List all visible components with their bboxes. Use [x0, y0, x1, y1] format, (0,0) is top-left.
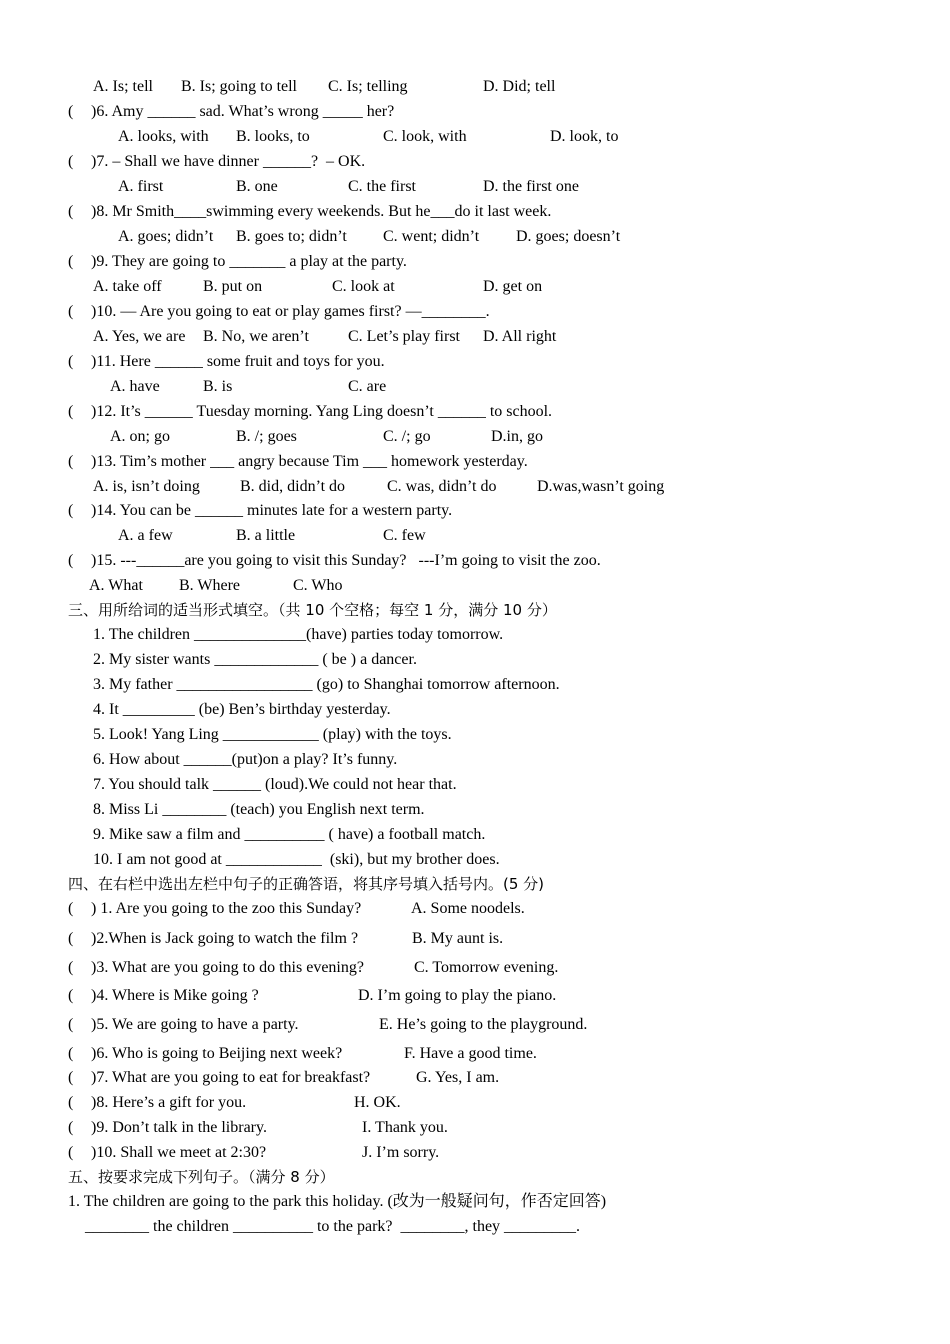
- q8-option-a: A. goes; didn’t: [118, 228, 214, 245]
- q5-option-d: D. Did; tell: [483, 78, 556, 95]
- q9-stem: )9. They are going to _______ a play at the party.: [91, 253, 407, 270]
- section3-item: 6. How about ______(put)on a play? It’s funny.: [93, 751, 398, 768]
- q13-option-c: C. was, didn’t do: [387, 478, 497, 495]
- match-right: H. OK.: [354, 1094, 401, 1111]
- q8-option-d: D. goes; doesn’t: [516, 228, 621, 245]
- q6-option-a: A. looks, with: [118, 128, 209, 145]
- match-paren: (: [68, 900, 74, 917]
- q7-stem: )7. – Shall we have dinner ______? – OK.: [91, 153, 366, 170]
- match-right: F. Have a good time.: [404, 1045, 537, 1062]
- section3-item: 10. I am not good at ____________ (ski), but my brother does.: [93, 851, 500, 868]
- match-paren: (: [68, 1045, 74, 1062]
- match-left: )2.When is Jack going to watch the film ?: [91, 930, 359, 947]
- match-right: E. He’s going to the playground.: [379, 1016, 588, 1033]
- q9-option-a: A. take off: [93, 278, 162, 295]
- q6-option-c: C. look, with: [383, 128, 467, 145]
- q7-paren: (: [68, 153, 74, 170]
- q11-paren: (: [68, 353, 74, 370]
- q8-stem: )8. Mr Smith____swimming every weekends. But he___do it last week.: [91, 203, 552, 220]
- section3-item: 4. It _________ (be) Ben’s birthday yesterday.: [93, 701, 391, 718]
- q14-stem: )14. You can be ______ minutes late for a western party.: [91, 502, 453, 519]
- q15-paren: (: [68, 552, 74, 569]
- q6-stem: )6. Amy ______ sad. What’s wrong _____ her?: [91, 103, 395, 120]
- q15-option-a: A. What: [89, 577, 143, 594]
- q12-option-c: C. /; go: [383, 428, 431, 445]
- match-right: A. Some noodels.: [411, 900, 525, 917]
- q13-option-b: B. did, didn’t do: [240, 478, 346, 495]
- q9-paren: (: [68, 253, 74, 270]
- match-paren: (: [68, 987, 74, 1004]
- q11-stem: )11. Here ______ some fruit and toys for you.: [91, 353, 385, 370]
- q15-stem: )15. ---______are you going to visit this Sunday? ---I’m going to visit the zoo.: [91, 552, 601, 569]
- q11-option-c: C. are: [348, 378, 387, 395]
- section3-item: 1. The children ______________(have) parties today tomorrow.: [93, 626, 504, 643]
- q10-stem: )10. — Are you going to eat or play games first? —________.: [91, 303, 490, 320]
- section3-item: 8. Miss Li ________ (teach) you English next term.: [93, 801, 425, 818]
- section5-title: 五、按要求完成下列句子。（满分 8 分）: [68, 1168, 335, 1186]
- match-right: C. Tomorrow evening.: [414, 959, 559, 976]
- q14-option-c: C. few: [383, 527, 426, 544]
- match-paren: (: [68, 1016, 74, 1033]
- q14-paren: (: [68, 502, 74, 519]
- match-left: )5. We are going to have a party.: [91, 1016, 299, 1033]
- q13-paren: (: [68, 453, 74, 470]
- q12-stem: )12. It’s ______ Tuesday morning. Yang Ling doesn’t ______ to school.: [91, 403, 553, 420]
- q6-option-d: D. look, to: [550, 128, 619, 145]
- match-left: )8. Here’s a gift for you.: [91, 1094, 247, 1111]
- section5-answer-line-1: ________ the children __________ to the park? ________, they _________.: [85, 1218, 581, 1235]
- q9-option-b: B. put on: [203, 278, 263, 295]
- q10-option-b: B. No, we aren’t: [203, 328, 309, 345]
- match-left: )6. Who is going to Beijing next week?: [91, 1045, 343, 1062]
- match-paren: (: [68, 1144, 74, 1161]
- q7-option-a: A. first: [118, 178, 164, 195]
- q9-option-c: C. look at: [332, 278, 395, 295]
- q5-option-b: B. Is; going to tell: [181, 78, 297, 95]
- q8-option-c: C. went; didn’t: [383, 228, 480, 245]
- match-left: ) 1. Are you going to the zoo this Sunday?: [91, 900, 362, 917]
- section3-item: 7. You should talk ______ (loud).We could not hear that.: [93, 776, 457, 793]
- q13-option-d: D.was,wasn’t going: [537, 478, 665, 495]
- q14-option-b: B. a little: [236, 527, 296, 544]
- match-paren: (: [68, 1094, 74, 1111]
- q12-option-a: A. on; go: [110, 428, 170, 445]
- q11-option-a: A. have: [110, 378, 160, 395]
- q12-option-d: D.in, go: [491, 428, 543, 445]
- section3-item: 3. My father _________________ (go) to Shanghai tomorrow afternoon.: [93, 676, 560, 693]
- section5-question-1: 1. The children are going to the park this holiday. (改为一般疑问句，作否定回答): [68, 1193, 607, 1210]
- q6-paren: (: [68, 103, 74, 120]
- match-left: )4. Where is Mike going ?: [91, 987, 259, 1004]
- match-paren: (: [68, 1119, 74, 1136]
- q7-option-b: B. one: [236, 178, 278, 195]
- match-right: G. Yes, I am.: [416, 1069, 500, 1086]
- q15-option-c: C. Who: [293, 577, 343, 594]
- section3-item: 5. Look! Yang Ling ____________ (play) with the toys.: [93, 726, 452, 743]
- q7-option-c: C. the first: [348, 178, 416, 195]
- match-paren: (: [68, 959, 74, 976]
- q10-option-a: A. Yes, we are: [93, 328, 186, 345]
- match-left: )7. What are you going to eat for breakfast?: [91, 1069, 371, 1086]
- q10-option-c: C. Let’s play first: [348, 328, 460, 345]
- match-paren: (: [68, 1069, 74, 1086]
- q6-option-b: B. looks, to: [236, 128, 310, 145]
- q13-stem: )13. Tim’s mother ___ angry because Tim ___ homework yesterday.: [91, 453, 528, 470]
- q14-option-a: A. a few: [118, 527, 173, 544]
- q8-paren: (: [68, 203, 74, 220]
- match-left: )10. Shall we meet at 2:30?: [91, 1144, 267, 1161]
- section3-item: 9. Mike saw a film and __________ ( have) a football match.: [93, 826, 486, 843]
- q5-option-c: C. Is; telling: [328, 78, 408, 95]
- q10-option-d: D. All right: [483, 328, 557, 345]
- q10-paren: (: [68, 303, 74, 320]
- match-paren: (: [68, 930, 74, 947]
- section4-title: 四、在右栏中选出左栏中句子的正确答语，将其序号填入括号内。(5 分): [68, 875, 545, 893]
- q15-option-b: B. Where: [179, 577, 241, 594]
- match-right: D. I’m going to play the piano.: [358, 987, 557, 1004]
- q9-option-d: D. get on: [483, 278, 543, 295]
- q11-option-b: B. is: [203, 378, 233, 395]
- match-left: )3. What are you going to do this evening?: [91, 959, 364, 976]
- match-right: I. Thank you.: [362, 1119, 448, 1136]
- q5-option-a: A. Is; tell: [93, 78, 153, 95]
- section3-item: 2. My sister wants _____________ ( be ) a dancer.: [93, 651, 417, 668]
- q12-option-b: B. /; goes: [236, 428, 297, 445]
- match-right: B. My aunt is.: [412, 930, 504, 947]
- q13-option-a: A. is, isn’t doing: [93, 478, 200, 495]
- match-left: )9. Don’t talk in the library.: [91, 1119, 267, 1136]
- q8-option-b: B. goes to; didn’t: [236, 228, 347, 245]
- q7-option-d: D. the first one: [483, 178, 579, 195]
- q12-paren: (: [68, 403, 74, 420]
- section3-title: 三、用所给词的适当形式填空。（共 10 个空格；每空 1 分，满分 10 分）: [68, 601, 557, 619]
- match-right: J. I’m sorry.: [362, 1144, 440, 1161]
